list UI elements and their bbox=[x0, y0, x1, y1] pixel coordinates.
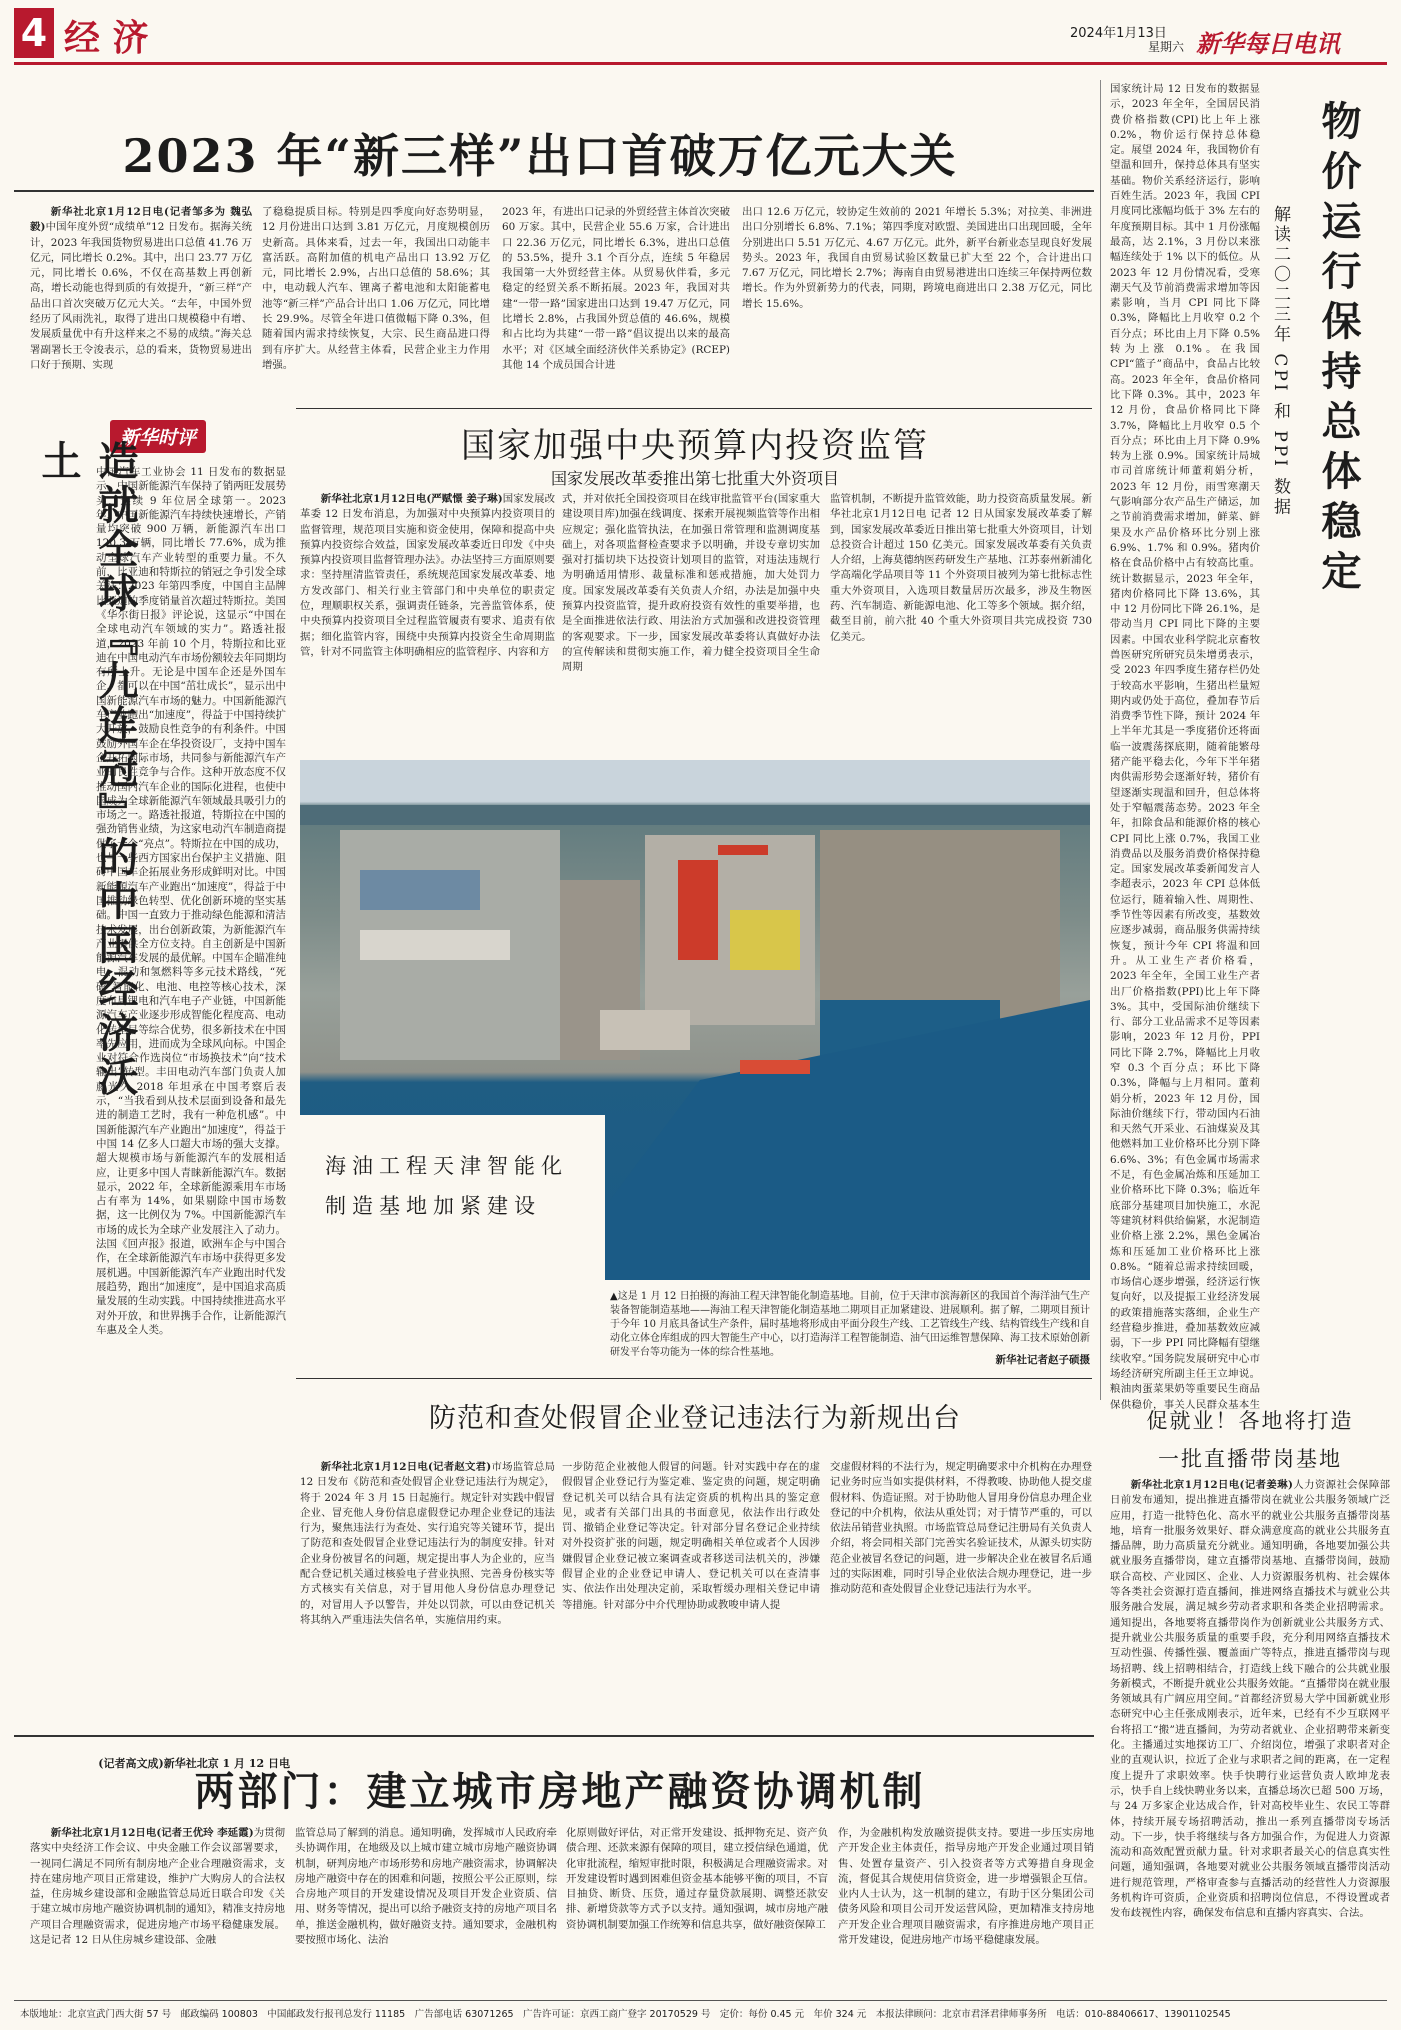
commentary-footer: (记者高文成)新华社北京 1 月 12 日电 bbox=[98, 1757, 290, 1770]
realestate-column-3: 化原则做好评估，对正常开发建设、抵押物充足、资产负债合理、还款来源有保障的项目，建立授信绿色通道，优化审批流程，缩短审批时限，积极满足合理融资需求。对开发建设暂时遇到困难但资金基本能够平衡的项目，不盲目抽贷、断贷、压贷，通过存量贷款展期、调整还款安排、新增贷款等方式予以支持。通知强调，城市房地产融资协调机制要加强工作统筹和信息共享，做好融资保障工 bbox=[566, 1827, 828, 1931]
cpi-headline: 物价运行保持总体稳定 bbox=[1315, 100, 1362, 600]
fraud-column-2: 一步防范企业被他人假冒的问题。针对实践中存在的虚假假冒企业登记行为鉴定难、鉴定贵的问题，规定明确登记机关可以结合具有法定资质的机构出具的鉴定意见，或者有关部门出具的书面意见，依法作出行政处罚、撤销企业登记等决定。针对部分冒名登记企业持续对外投资扩张的问题，规定明确相关单位或者个人因涉嫌假冒企业登记被立案调查或者移送司法机关的，涉嫌假冒企业的企业登记申请人、登记机关可以在查清事实、依法作出处理决定前，采取暂缓办理相关登记申请等措施。针对部分中介代理协助或教唆申请人提 bbox=[562, 1461, 820, 1611]
cpi-body: 国家统计局 12 日发布的数据显示，2023 年全年，全国居民消费价格指数(CPI)比上年上涨 0.2%，物价运行保持总体稳定。展望 2024 年，我国物价有望温和回升，保持总体具有坚实基础。物价关系经济运行，影响百姓生活。2023 年，我国 CPI 月度同比涨幅均低于 3% 左右的年度预期目标。其中 1 月份涨幅最高，达 2.1%，3 月份以来涨幅连续处于 1% 以下的低位。从 2023 年 12 月份情况看，受寒潮天气及节前消费需求增加等因素影响，当月 CPI 同比下降 0.3%，降幅比上月收窄 0.2 个百分点；环比由上月下降 0.5% 转为上涨 0.1%。在我国 CPI“篮子”商品中，食品占比较高。2023 年全年，食品价格同比下降 0.3%。其中，2023 年 12 月份，食品价格同比下降 3.7%，降幅比上月收窄 0.5 个百分点；环比由上月下降 0.9% 转为上涨 0.9%。国家统计局城市司首席统计师董莉娟分析，2023 年 12 月份，雨雪寒潮天气影响部分农产品生产储运，加之节前消费需求增加，鲜菜、鲜果及水产品价格环比分别上涨 6.9%、1.7% 和 0.9%。猪肉价格在食品价格中占有较高比重。统计数据显示，2023 年全年，猪肉价格同比下降 13.6%，其中 12 月份同比下降 26.1%，是带动当月 CPI 同比下降的主要因素。中国农业科学院北京畜牧兽医研究所研究员朱增勇表示，受 2023 年四季度生猪存栏仍处于较高水平影响，生猪出栏量短期内或仍处于高位，叠加春节后消费季节性下降，预计 2024 年上半年尤其是一季度猪价还将面临一波震荡探底期，随着能繁母猪产能平稳去化，今年下半年猪肉供需形势会逐渐好转，猪价有望逐渐实现温和回升，但总体将处于窄幅震荡态势。2023 年全年，扣除食品和能源价格的核心 CPI 同比上涨 0.7%，我国工业消费品以及服务消费价格保持稳定。国家发展改革委新闻发言人李超表示，2023 年 CPI 总体低位运行，随着输入性、周期性、季节性等因素有所改变，基数效应逐步减弱，商品服务供需持续恢复，预计今年 CPI 将温和回升。从工业生产者价格看，2023 年全年，全国工业生产者出厂价格指数(PPI)比上年下降 3%。其中，受国际油价继续下行、部分工业品需求不足等因素影响，2023 年 12 月份，PPI 同比下降 2.7%，降幅比上月收窄 0.3 个百分点；环比下降 0.3%，降幅与上月相同。董莉娟分析，2023 年 12 月份，国际油价继续下行，带动国内石油和天然气开采业、石油煤炭及其他燃料加工业价格环比分别下降 6.6%、3%；有色金属市场需求不足，有色金属冶炼和压延加工业价格环比下降 0.3%；临近年底部分基建项目加快施工，水泥等建筑材料供给偏紧，水泥制造业价格上涨 2.2%，黑色金属冶炼和压延加工业价格环比上涨 0.8%。“随着总需求持续回暖，市场信心逐步增强，经济运行恢复向好，以及提振工业经济发展的政策措施落实落细，企业生产经营稳步推进，叠加基数效应减弱，下一步 PPI 同比降幅有望继续收窄。”国务院发展研究中心市场经济研究所副主任王立坤说。粮油肉蛋菜果奶等重要民生商品保供稳价，事关人民群众基本生 bbox=[1110, 83, 1260, 1410]
paper-logo: 新华每日电讯 bbox=[1196, 29, 1340, 58]
fraud-rule-top bbox=[296, 1378, 1092, 1379]
fraud-column-3: 交虚假材料的不法行为，规定明确要求中介机构在办理登记业务时应当如实提供材料，不得教唆、协助他人提交虚假材料、伪造证照。对于协助他人冒用身份信息办理企业登记的中介机构，依法从重处罚；对于情节严重的，可以依法吊销营业执照。市场监管总局登记注册局有关负责人介绍，将会同相关部门完善实名验证技术，从源头切实防范企业被冒名登记的问题，进一步解决企业在被冒名后通过的实际困难，同时引导企业依法合规办理登记，进一步推动防范和查处假冒企业登记违法行为水平。 bbox=[830, 1461, 1092, 1596]
cpi-subtitle: 解读二〇二三年 CPI 和 PPI 数据 bbox=[1270, 205, 1290, 518]
lead-rule bbox=[14, 190, 1094, 192]
photo-headline-line1: 海油工程天津智能化 bbox=[325, 1154, 568, 1178]
lead-column-1: 新华社北京1月12日电(记者邹多为 魏弘毅)中国年度外贸“成绩单”12 日发布。据海关统计，2023 年我国货物贸易进出口总值 41.76 万亿元，同比增长 0.2%。其中，出口 23.77 万亿元，同比增长 0.6%，不仅在高基数上再创新高，增长动能也得到质的有效提升，“新三样”产品出口首次突破万亿元大关。“去年，中国外贸经历了风雨洗礼，取得了进出口规模稳中有增、发展质量优中有升这样来之不易的成绩。”海关总署副署长王令浚表示，总的看来，货物贸易进出口好于预期、实现 bbox=[30, 206, 252, 371]
lead-column-3: 2023 年，有进出口记录的外贸经营主体首次突破 60 万家。其中，民营企业 55.6 万家，合计进出口 22.36 万亿元，同比增长 6.3%，进出口总值的 53.5%，提升 3.1 个百分点，连续 5 年稳居我国第一大外贸经营主体。从贸易伙伴看，多元稳定的经贸关系不断拓展。2023 年，我国对共建“一带一路”国家进出口达到 19.47 万亿元，同比增长 2.8%，占我国外贸总值的 46.6%，规模和占比均为共建“一带一路”倡议提出以来的最高水平；对《区域全面经济伙伴关系协定》(RCEP)其他 14 个成员国合计进 bbox=[502, 206, 730, 371]
employment-headline-line1: 促就业！各地将打造 bbox=[1146, 1409, 1354, 1433]
lead-column-4: 出口 12.6 万亿元，较协定生效前的 2021 年增长 5.3%；对拉美、非洲进出口分别增长 6.8%、7.1%；第四季度对欧盟、美国进出口出现回暖，全年分别进出口 5.51 万亿元、4.67 万亿元。此外，新平台新业态呈现良好发展势头。2023 年，我国自由贸易试验区数量已扩大至 22 个，合计进出口 7.67 万亿元，同比增长 2.7%；海南自由贸易港进出口连续三年保持两位数增长。作为外贸新势力的代表，同期，跨境电商进出口 2.38 万亿元，同比增长 15.6%。 bbox=[742, 206, 1092, 310]
budget-headline: 国家加强中央预算内投资监管 bbox=[461, 426, 929, 466]
photo-headline-line2: 制造基地加紧建设 bbox=[325, 1194, 541, 1218]
lead-headline: 2023 年“新三样”出口首破万亿元大关 bbox=[122, 129, 958, 183]
realestate-column-4: 作，为金融机构发放融资提供支持。要进一步压实房地产开发企业主体责任，指导房地产开发企业通过项目销售、处置存量资产、引入投资者等方式筹措自身现金流，督促其合规使用信贷资金，进一步增强银企互信。业内人士认为，这一机制的建立，有助于区分集团公司债务风险和项目公司开发运营风险，更加精准支持房地产开发企业合理项目融资需求，有序推进房地产项目正常开发建设，促进房地产市场平稳健康发展。 bbox=[838, 1827, 1094, 1947]
realestate-column-2: 监管总局了解到的消息。通知明确，发挥城市人民政府牵头协调作用，在地级及以上城市建立城市房地产融资协调机制，研判房地产市场形势和房地产融资需求，协调解决房地产融资中存在的困难和问题，按照公平公正原则，综合房地产项目的开发建设情况及项目开发企业资质、信用、财务等情况，提出可以给予融资支持的房地产项目名单，推送金融机构，做好融资支持。通知要求，金融机构要按照市场化、法治 bbox=[295, 1827, 557, 1947]
lead-column-2: 了稳稳提质目标。特别是四季度向好态势明显，12 月份进出口达到 3.81 万亿元，月度规模创历史新高。具体来看，过去一年，我国出口动能丰富活跃。高附加值的机电产品出口 13.92 万亿元，同比增长 2.9%，占出口总值的 58.6%；其中，电动载人汽车、锂离子蓄电池和太阳能蓄电池等“新三样”产品合计出口 1.06 万亿元，同比增长 29.9%。尽管全年进口值微幅下降 0.3%，但随着国内需求持续恢复，大宗、民生商品进口得到有序扩大。从经营主体看，民营企业主力作用增强。 bbox=[262, 206, 490, 371]
employment-body: 新华社北京1月12日电(记者姜琳)人力资源社会保障部日前发布通知，提出推进直播带岗在就业公共服务领域广泛应用，打造一批特色化、高水平的就业公共服务直播带岗基地，培育一批服务效果好、群众满意度高的就业公共服务直播品牌，助力高质量充分就业。通知明确，各地要加强公共就业服务直播带岗，建立直播带岗基地、直播带岗间，鼓励联合高校、产业园区、企业、人力资源服务机构、社会媒体等各类社会资源打造直播间，推进网络直播技术与就业公共服务融合发展，满足城乡劳动者求职和各类企业招聘需求。通知提出，各地要将直播带岗作为创新就业公共服务方式、提升就业公共服务质量的重要手段，充分利用网络直播技术互动性强、传播性强、覆盖面广等特点，推进直播带岗与现场招聘、线上招聘相结合，打造线上线下融合的公共就业服务新模式，不断提升就业公共服务效能。“直播带岗在就业服务领域具有广阔应用空间。”首都经济贸易大学中国新就业形态研究中心主任张成刚表示，近年来，已经有不少互联网平台将招工“搬”进直播间，为劳动者就业、企业招聘带来新变化。主播通过实地探访工厂、介绍岗位，增强了求职者对企业的直观认识，拉近了企业与求职者之间的距离，在一定程度上提升了求职效率。快手快聘行业运营负责人欧坤龙表示，快手自上线快聘业务以来，直播总场次已超 500 万场，与 24 万多家企业达成合作，针对高校毕业生、农民工等群体，持续开展专场招聘活动，推出一系列直播带岗专场活动。下一步，快手将继续与各方加强合作，为促进人力资源流动和高效配置贡献力量。针对求职者最关心的信息真实性问题，通知强调，各地要对就业公共服务领域直播带岗活动进行规范管理，严格审查参与直播活动的经营性人力资源服务机构许可资质，企业资质和招聘岗位信息，不得设置或者发布歧视性内容，确保发布信息和直播内容真实、合法。 bbox=[1110, 1479, 1390, 1920]
masthead-rule bbox=[14, 62, 1387, 65]
photo-caption: ▲这是 1 月 12 日拍摄的海油工程天津智能化制造基地。目前，位于天津市滨海新区的我国首个海洋油气生产装备智能制造基地——海油工程天津智能化制造基地二期项目正加紧建设、进展顺利。据了解，二期项目预计于今年 10 月底具备试生产条件，届时基地将形成由平面分段生产线、工艺管线生产线、结构管线生产线和自动化立体仓库组成的四大智能生产中心，以打造海洋工程智能制造、油气田运维智慧保障、海工技术原始创新研发平台等功能为一体的综合性基地。 bbox=[610, 1291, 1090, 1358]
budget-subtitle: 国家发展改革委推出第七批重大外资项目 bbox=[550, 469, 839, 488]
commentary-badge: 新华时评 bbox=[110, 420, 206, 453]
fraud-column-1: 新华社北京1月12日电(记者赵文君)市场监管总局 12 日发布《防范和查处假冒企业登记违法行为规定》，将于 2024 年 3 月 15 日起施行。规定针对实践中假冒企业、冒充他人身份信息虚假登记办理企业登记的违法行为，聚焦违法行为查处、实行追究等关键环节，提出了防范和查处假冒企业登记违法行为的制度安排。针对企业身份被冒名的问题，规定提出事人为企业的，应当配合登记机关通过核验电子营业执照、完善身份核实等方式核实有关信息，对于冒用他人身份信息办理登记的，对冒用人予以警告，并处以罚款，可以由登记机关将其纳入严重违法失信名单，实施信用约束。 bbox=[300, 1461, 555, 1626]
page-number: 4 bbox=[14, 8, 54, 58]
realestate-column-1: 新华社北京1月12日电(记者王优玲 李延霞)为贯彻落实中央经济工作会议、中央金融工作会议部署要求，一视同仁满足不同所有制房地产企业合理融资需求，支持在建房地产项目正常建设，维护广大购房人的合法权益，住房城乡建设部和金融监管总局近日联合印发《关于建立城市房地产融资协调机制的通知》，精准支持房地产项目合理融资需求，促进房地产市场平稳健康发展。这是记者 12 日从住房城乡建设部、金融 bbox=[30, 1827, 285, 1947]
issue-date: 2024年1月13日 bbox=[1070, 26, 1167, 41]
fraud-headline: 防范和查处假冒企业登记违法行为新规出台 bbox=[429, 1403, 961, 1434]
footer-info: 本版地址：北京宣武门西大街 57 号 邮政编码 100803 中国邮政发行报刊总发行 11185 广告部电话 63071265 广告许可证：京西工商广登字 20170529 号 定价：每份 0.45 元 年价 324 元 本报法律顾问：北京市君泽君律师事务所 电话：010-88406617、13901102545 bbox=[20, 2009, 1231, 2020]
right-divider bbox=[1100, 80, 1101, 1400]
footer-rule bbox=[14, 2000, 1387, 2001]
issue-weekday: 星期六 bbox=[1148, 40, 1185, 54]
budget-rule-top bbox=[296, 408, 1092, 409]
commentary-body: 中国汽车工业协会 11 日发布的数据显示，中国新能源汽车保持了销两旺发展势头，连续 9 年位居全球第一。2023 年，中国新能源汽车持续快速增长，产销量均突破 900 万辆，新能源汽车出口 120.3 万辆，同比增长 77.6%，成为推动全球汽车产业转型的重要力量。不久前，比亚迪和特斯拉的销冠之争引发全球关注：2023 年第四季度，中国自主品牌比亚迪的季度销量首次超过特斯拉。美国《华尔街日报》评论说，这显示“中国在全球电动汽车领域的实力”。路透社报道，2023 年前 10 个月，特斯拉和比亚迪在中国电动汽车市场份额较去年同期均有所上升。无论是中国车企还是外国车企，都可以在中国“茁壮成长”，显示出中国新能源汽车市场的魅力。中国新能源汽车产业跑出“加速度”，得益于中国持续扩大开放，鼓励良性竞争的有利条件。中国鼓励外国车企在华投资设厂，支持中国车企开拓国际市场，共同参与新能源汽车产业的良性竞争与合作。这种开放态度不仅推动国内汽车企业的国际化进程，也使中国成为全球新能源汽车领域最具吸引力的市场之一。路透社报道，特斯拉在中国的强劲销售业绩，为这家电动汽车制造商提供了一个“亮点”。特斯拉在中国的成功，也与一些西方国家出台保护主义措施、阻碍中国车企拓展业务形成鲜明对比。中国新能源汽车产业跑出“加速度”，得益于中国推动绿色转型、优化创新环境的坚实基础。中国一直致力于推动绿色能源和清洁技术发展，出台创新政策，为新能源汽车产业提供全方位支持。自主创新是中国新能源汽车发展的最优解。中国车企瞄准纯电、混动和氢燃料等多元技术路线，“死磕”智能化、电池、电控等核心技术，深度布局锂电和汽车电子产业链，中国新能源汽车产业逐步形成智能化程度高、电动化转型早等综合优势，很多新技术在中国率先应用，进而成为全球风向标。中国企业对符合作选岗位“市场换技术”向“技术输出”转型。丰田电动汽车部门负责人加藤光久 2018 年坦承在中国考察后表示，“当我看到从技术层面到设备和最先进的制造工艺时，我有一种危机感”。中国新能源汽车产业跑出“加速度”，得益于中国 14 亿多人口超大市场的强大支撑。超大规模市场与新能源汽车的发展相适应，让更多中国人青睐新能源汽车。数据显示，2022 年，全球新能源乘用车市场占有率为 14%，如果剔除中国市场数据，这一比例仅为 7%。中国新能源汽车市场的成长为全球产业发展注入了动力。法国《回声报》报道，欧洲车企与中国合作，在全球新能源汽车市场中获得更多发展机遇。中国新能源汽车产业跑出时代发展趋势，跑出“加速度”，是中国追求高质量发展的生动实践。中国持续推进高水平对外开放，和世界携手合作，让新能源汽车惠及全人类。 bbox=[96, 466, 286, 1336]
realestate-headline: 两部门：建立城市房地产融资协调机制 bbox=[194, 1768, 926, 1815]
lead-byline: 新华社北京1月12日电(记者邹多为 魏弘毅) bbox=[30, 206, 252, 234]
budget-column-3: 监管机制，不断提升监管效能，助力投资高质量发展。新华社北京1月12日电 记者 12 日从国家发展改革委了解到，国家发展改革委近日推出第七批重大外资项目，计划总投资合计超过 150 亿美元。国家发展改革委有关负责人介绍，上海莫德纳医药研发生产基地、江苏泰州新浦化学高端化学品项目等 11 个外资项目被列为第七批标志性重大外资项目，入选项目数量居历次最多，涉及生物医药、汽车制造、新能源电池、化工等多个领域。据介绍，截至目前，前六批 40 个重大外资项目共完成投资 730 亿美元。 bbox=[830, 493, 1092, 643]
employment-headline-line2: 一批直播带岗基地 bbox=[1158, 1447, 1342, 1471]
photo-credit: 新华社记者赵子硕摄 bbox=[995, 1354, 1090, 1366]
budget-column-2: 式，并对依托全国投资项目在线审批监管平台(国家重大建设项目库)加强在线调度、探索开展视频监管等作出相应规定；强化监管执法，在加强日常管理和监测调度基础上，对各项监督检查要求予以明确，并设专章切实加强对打擂切块下达投资计划项目的监管，对违法违规行为明确适用情形、裁量标准和惩戒措施，加大处罚力度。国家发展改革委有关负责人介绍，办法是加强中央预算内投资监管，提升政府投资有效性的重要举措，也是全面推进依法行政、用法治方式加强和改进投资管理的客观要求。下一步，国家发展改革委将认真做好办法的宣传解读和贯彻实施工作，着力健全投资项目全生命周期 bbox=[562, 493, 820, 674]
realestate-rule-top bbox=[14, 1735, 1094, 1737]
budget-column-1: 新华社北京1月12日电(严赋憬 姜子琳)国家发展改革委 12 日发布消息，为加强对中央预算内投资项目的监督管理，规范项目实施和资金使用，保障和提高中央预算内投资综合效益，国家发展改革委近日印发《中央预算内投资项目监督管理办法》。办法坚持三方面原则要求：坚持厘清监管责任，系统规范国家发展改革委、地方发改部门、相关行业主管部门和中央单位的职责定位，理顺职权关系，强调责任链条，完善监管体系，使中央预算内投资项目全过程监管履责有要求、追责有依据；细化监管内容，围绕中央预算内投资全生命周期监管，针对不同监管主体明确相应的监管程序、内容和方 bbox=[300, 493, 555, 658]
commentary-headline: 造就全球『九连冠』的中国经济沃土 bbox=[35, 440, 139, 1100]
section-label: 经 济 bbox=[64, 17, 149, 59]
